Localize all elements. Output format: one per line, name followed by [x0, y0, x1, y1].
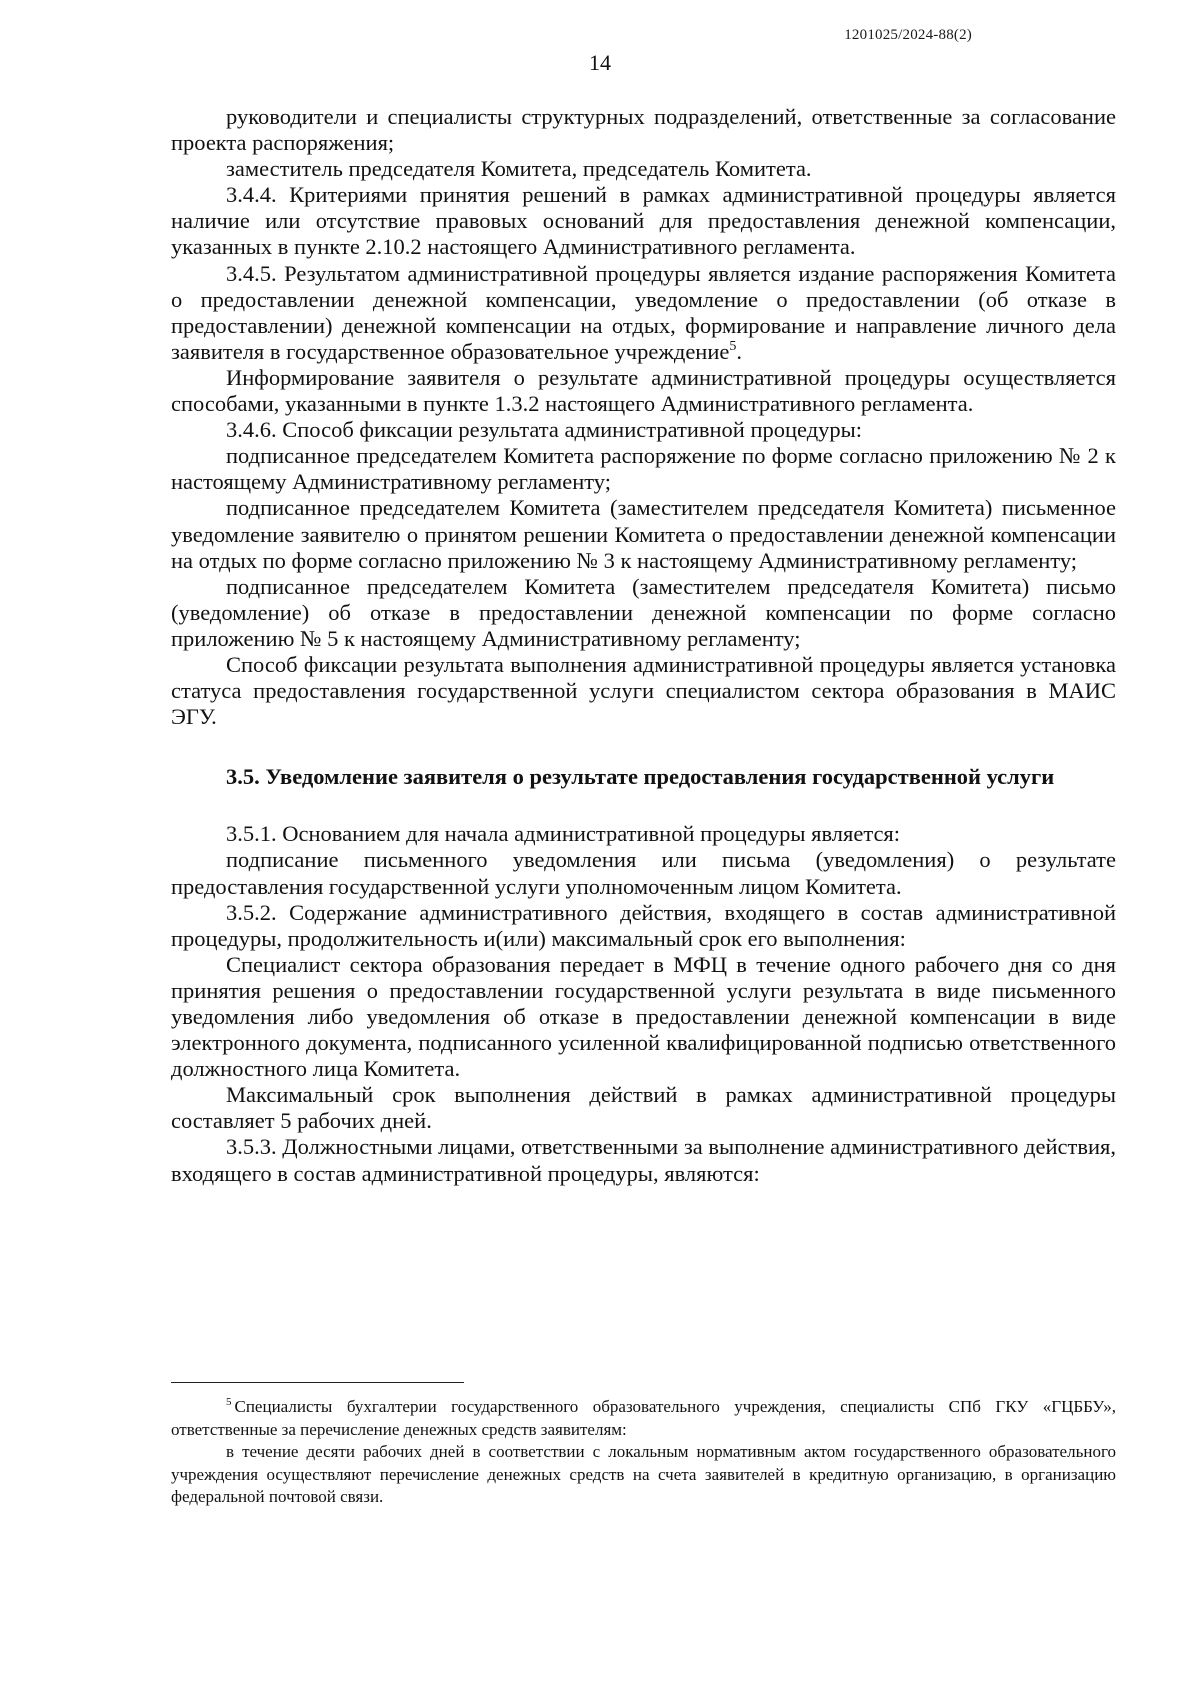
paragraph-3-4-5-text: 3.4.5. Результатом административной процедуры является издание распоряжения Комитета о предоставлении денежной компенсации, уведомление о предоставлении (об отказе в предоставлении) денежной компенсации на отдых, формирование и направление личного дела заявителя в государственное образовательное учреждение: [171, 260, 1116, 364]
paragraph-3-4-6: 3.4.6. Способ фиксации результата административной процедуры:: [226, 417, 863, 443]
paragraph-fixation-method: Способ фиксации результата выполнения административной процедуры является установка статуса предоставления государственной услуги специалистом сектора образования в МАИС ЭГУ.: [171, 651, 1116, 730]
paragraph-3-5-1: 3.5.1. Основанием для начала административной процедуры является:: [226, 821, 901, 847]
paragraph-3-4-4: 3.4.4. Критериями принятия решений в рамках административной процедуры является наличие или отсутствие правовых оснований для предоставления денежной компенсации, указанных в пункте 2.10.2 настоящего Административного регламента.: [171, 182, 1116, 260]
paragraph-max-term: Максимальный срок выполнения действий в рамках административной процедуры составляет 5 рабочих дней.: [171, 1082, 1116, 1134]
footnotes: [171, 1396, 1116, 1509]
paragraph-3-4-5-end: .: [736, 338, 742, 364]
section-heading-3-5: 3.5. Уведомление заявителя о результате предоставления государственной услуги: [226, 764, 1055, 790]
footnote-reference: 5: [729, 338, 737, 354]
document-body: [171, 104, 1116, 1187]
paragraph-specialist-transfers: Специалист сектора образования передает в МФЦ в течение одного рабочего дня со дня принятия решения о предоставлении государственной услуги результата в виде письменного уведомления либо уведомления об отказе в предоставлении денежной компенсации в виде электронного документа, подписанного усиленной квалифицированной подписью ответственного должностного лица Комитета.: [171, 951, 1116, 1082]
paragraph-informing-applicant: Информирование заявителя о результате административной процедуры осуществляется способами, указанными в пункте 1.3.2 настоящего Административного регламента.: [171, 364, 1116, 417]
footnote-separator: [171, 1382, 464, 1383]
footnote-marker: 5: [226, 1396, 232, 1408]
paragraph-signed-order: подписанное председателем Комитета распоряжение по форме согласно приложению № 2 к настоящему Административному регламенту;: [171, 443, 1116, 495]
paragraph-signed-refusal-letter: подписанное председателем Комитета (заместителем председателя Комитета) письмо (уведомление) об отказе в предоставлении денежной компенсации по форме согласно приложению № 5 к настоящему Административному регламенту;: [171, 573, 1116, 651]
page-number: 14: [589, 50, 611, 75]
paragraph-signing-notification: подписание письменного уведомления или письма (уведомления) о результате предоставления государственной услуги уполномоченным лицом Комитета.: [171, 847, 1116, 899]
document-registration-number: 1201025/2024-88(2): [844, 27, 972, 43]
footnote-5: [171, 1396, 1116, 1441]
paragraph-3-5-2: 3.5.2. Содержание административного действия, входящего в состав административной процедуры, продолжительность и(или) максимальный срок его выполнения:: [171, 899, 1116, 951]
paragraph-signed-notification: подписанное председателем Комитета (заместителем председателя Комитета) письменное уведомление заявителю о принятом решении Комитета о предоставлении денежной компенсации на отдых по форме согласно приложению № 3 к настоящему Административному регламенту;: [171, 495, 1116, 573]
footnote-5-continuation: в течение десяти рабочих дней в соответствии с локальным нормативным актом государственного образовательного учреждения осуществляют перечисление денежных средств на счета заявителей в кредитную организацию, в организацию федеральной почтовой связи.: [171, 1442, 1116, 1506]
paragraph-3-5-3: 3.5.3. Должностными лицами, ответственными за выполнение административного действия, входящего в состав административной процедуры, являются:: [171, 1134, 1116, 1186]
footnote-5-text: Специалисты бухгалтерии государственного образовательного учреждения, специалисты СПб ГКУ «ГЦББУ», ответственные за перечисление денежных средств заявителям:: [171, 1397, 1116, 1439]
paragraph-3-4-5: [171, 261, 1116, 365]
paragraph-responsible-persons: руководители и специалисты структурных подразделений, ответственные за согласование проекта распоряжения;: [171, 104, 1116, 156]
paragraph-deputy-chairman: заместитель председателя Комитета, председатель Комитета.: [226, 156, 812, 182]
